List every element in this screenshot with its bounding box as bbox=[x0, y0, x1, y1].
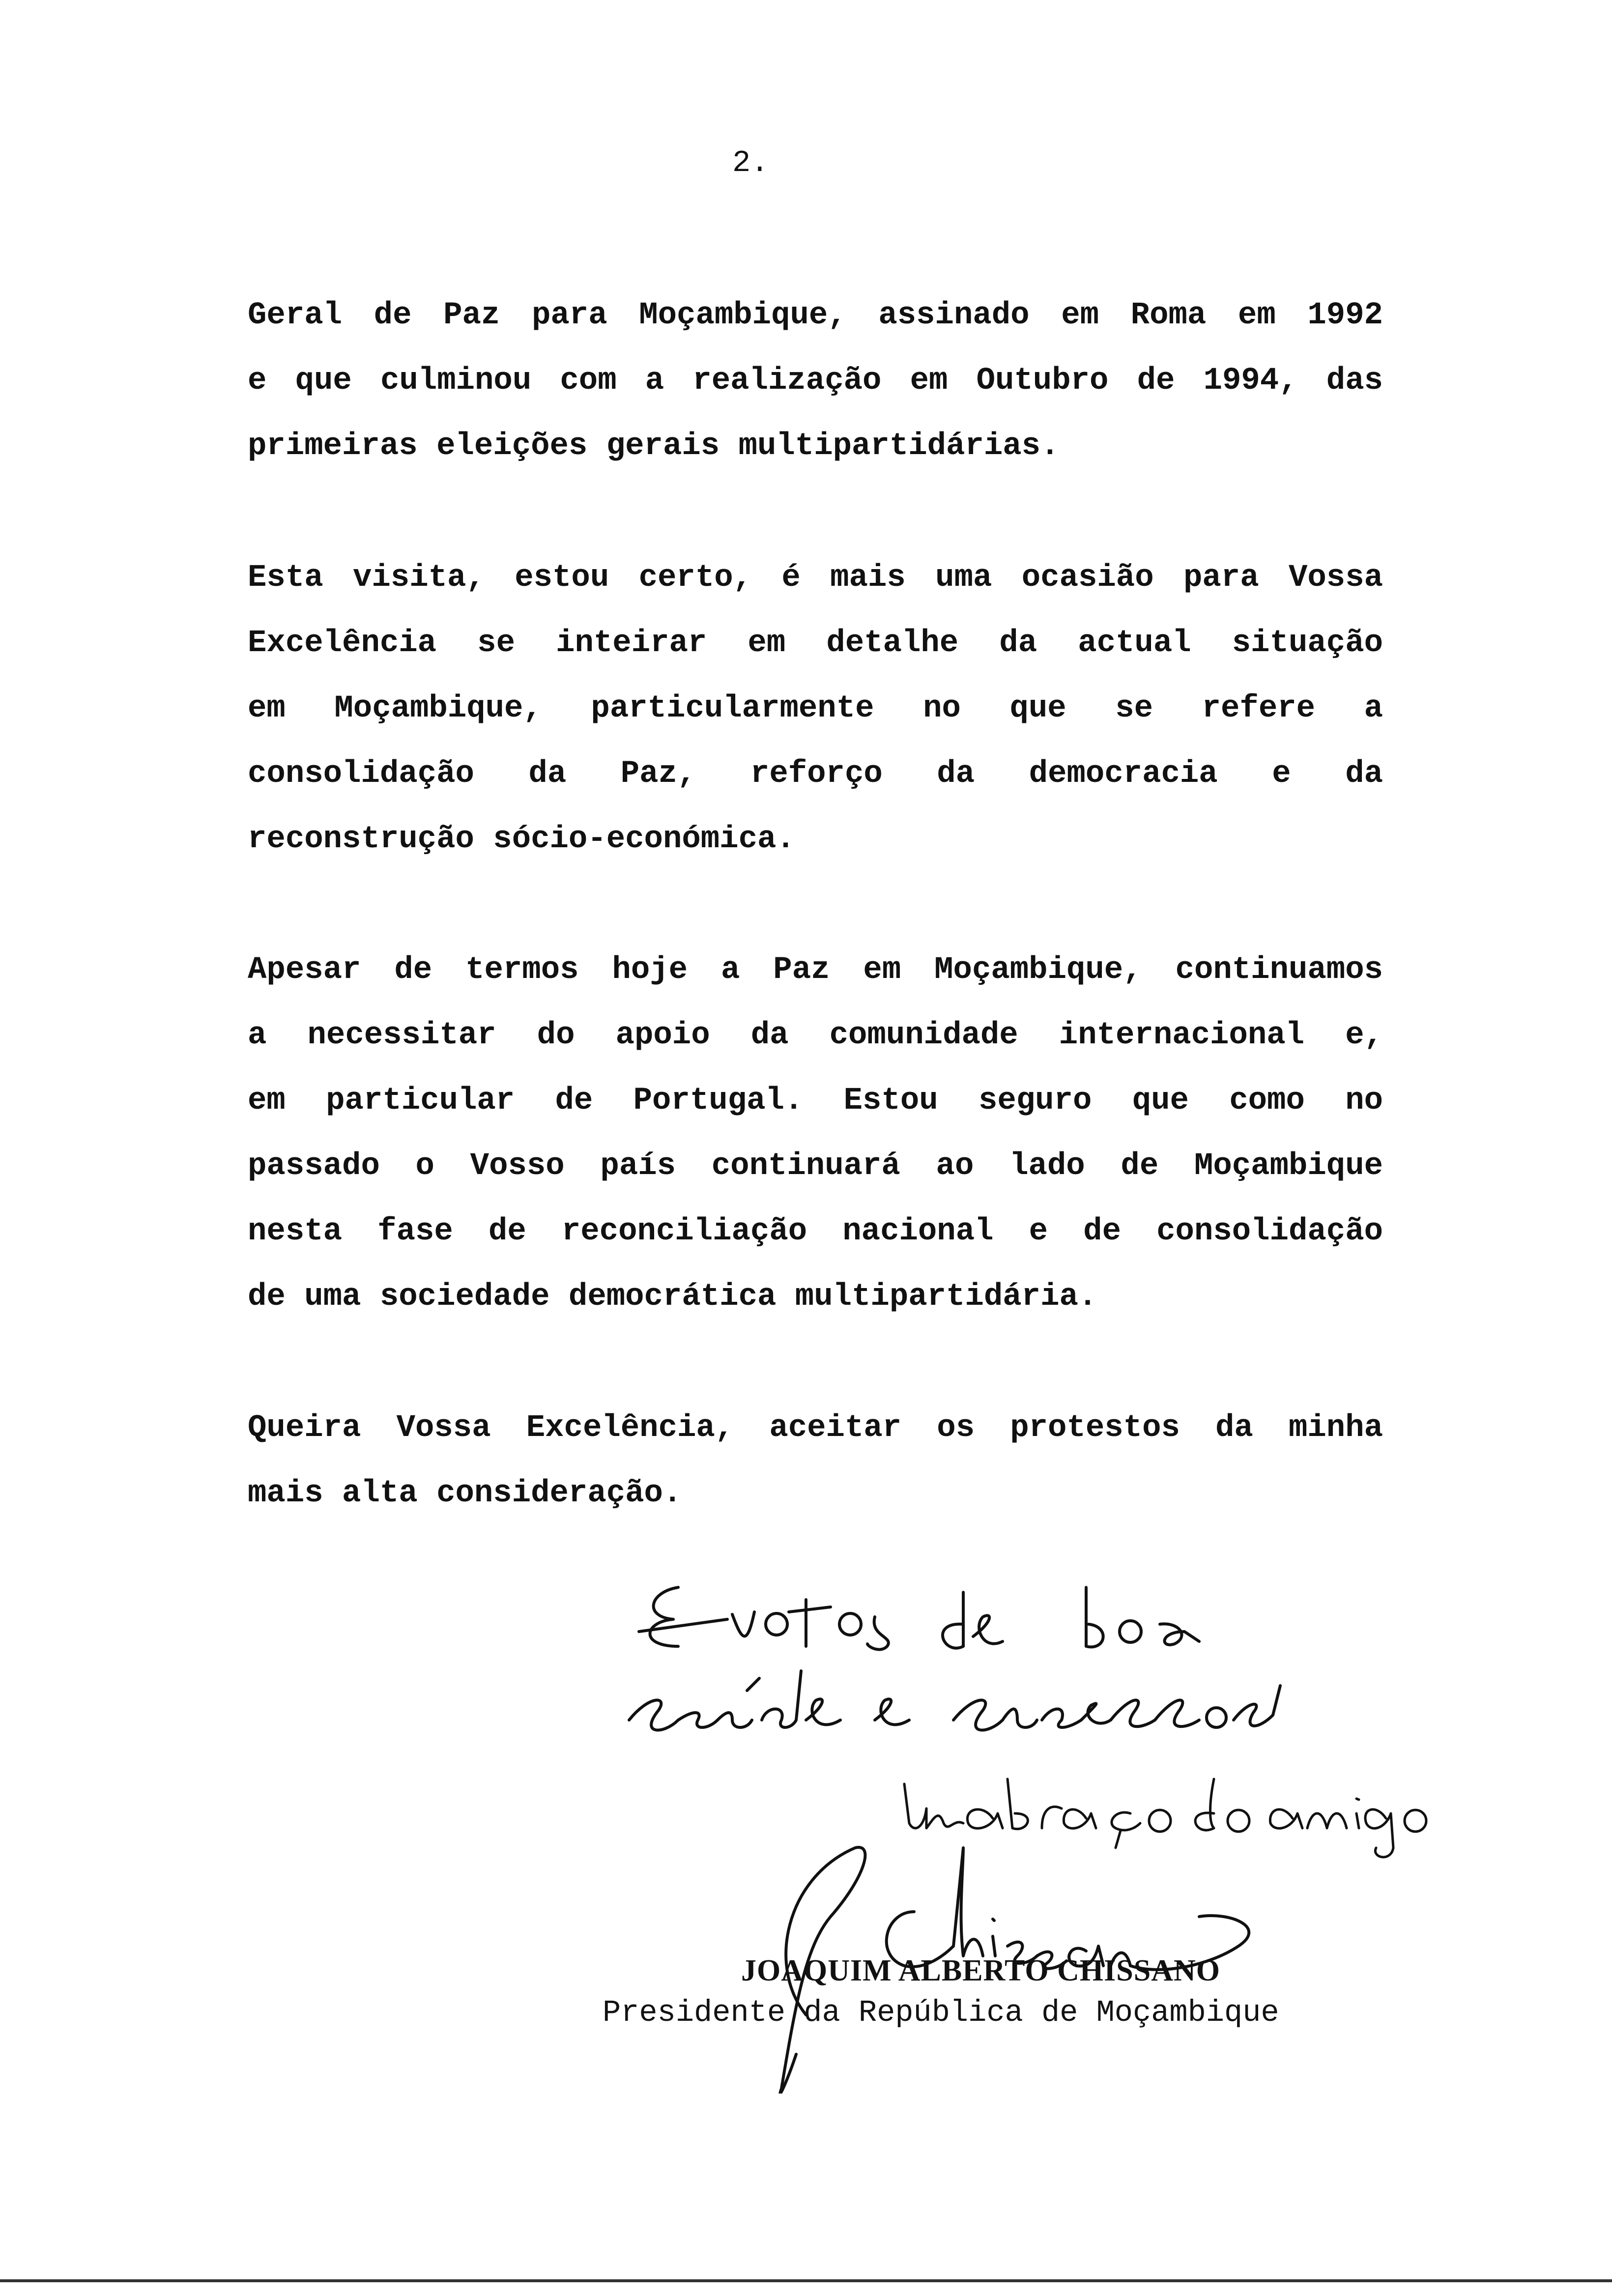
handwritten-line-3 bbox=[904, 1779, 1426, 1857]
text-line: e que culminou com a realização em Outubro de 1994, das bbox=[248, 363, 1383, 399]
paragraph-2 bbox=[248, 545, 1383, 872]
text-line: Geral de Paz para Moçambique, assinado em Roma em 1992 bbox=[248, 298, 1383, 333]
text-line: a necessitar do apoio da comunidade internacional e, bbox=[248, 1018, 1383, 1053]
text-line: mais alta consideração. bbox=[248, 1476, 682, 1511]
paragraph-3 bbox=[248, 938, 1383, 1330]
paragraph-4 bbox=[248, 1396, 1383, 1526]
signer-title: Presidente da República de Moçambique bbox=[603, 1995, 1279, 2030]
bottom-divider bbox=[0, 2279, 1612, 2282]
text-line: primeiras eleições gerais multipartidárias. bbox=[248, 429, 1060, 464]
handwritten-line-2 bbox=[629, 1671, 1280, 1730]
paragraph-1 bbox=[248, 283, 1383, 479]
text-line: Queira Vossa Excelência, aceitar os protestos da minha bbox=[248, 1410, 1383, 1446]
text-line: passado o Vosso país continuará ao lado de Moçambique bbox=[248, 1148, 1383, 1184]
text-line: consolidação da Paz, reforço da democracia e da bbox=[248, 756, 1383, 792]
text-line: reconstrução sócio-económica. bbox=[248, 822, 795, 857]
signer-name: JOAQUIM ALBERTO CHISSANO bbox=[741, 1954, 1220, 1987]
text-line: Apesar de termos hoje a Paz em Moçambique, continuamos bbox=[248, 952, 1383, 988]
text-line: Excelência se inteirar em detalhe da actual situação bbox=[248, 626, 1383, 661]
text-line: em Moçambique, particularmente no que se refere a bbox=[248, 691, 1383, 726]
page-number: 2. bbox=[732, 145, 769, 180]
text-line: em particular de Portugal. Estou seguro que como no bbox=[248, 1083, 1383, 1119]
text-line: de uma sociedade democrática multipartidária. bbox=[248, 1279, 1097, 1315]
text-line: nesta fase de reconciliação nacional e de consolidação bbox=[248, 1214, 1383, 1249]
text-line: Esta visita, estou certo, é mais uma ocasião para Vossa bbox=[248, 560, 1383, 596]
handwritten-line-1 bbox=[639, 1587, 1199, 1649]
